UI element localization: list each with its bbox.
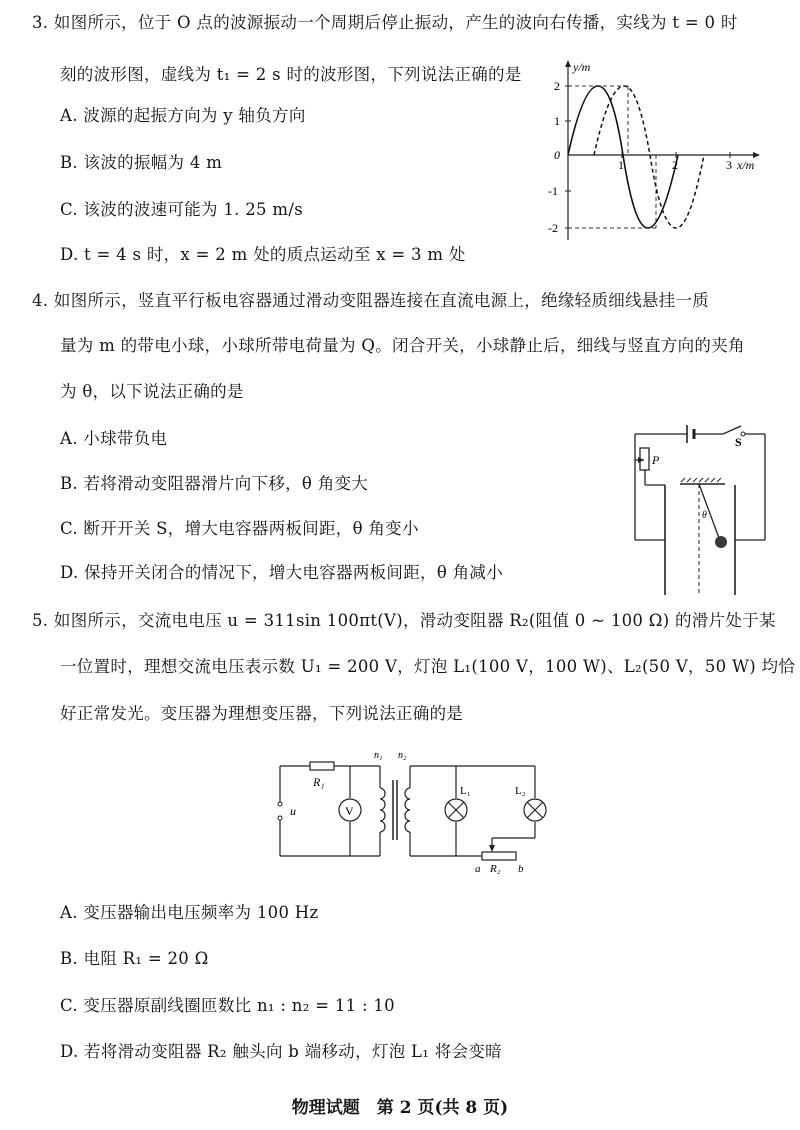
q4-option-a: A. 小球带负电 xyxy=(60,429,168,448)
primary-coil xyxy=(380,788,385,832)
hatch xyxy=(711,478,715,482)
r2-slider-arrowhead xyxy=(489,845,495,852)
q4-stem-line1: 4. 如图所示，竖直平行板电容器通过滑动变阻器连接在直流电源上，绝缘轻质细线悬挂一质 xyxy=(32,291,710,310)
l2-label: L₂ xyxy=(515,785,526,797)
switch-label: S xyxy=(735,435,742,449)
slider-label: P xyxy=(652,453,660,467)
q4-option-b: B. 若将滑动变阻器滑片向下移，θ 角变大 xyxy=(60,474,369,493)
wave-dashed-t1 xyxy=(594,86,704,228)
q3-option-b: B. 该波的振幅为 4 m xyxy=(60,153,223,172)
q3-option-c: C. 该波的波速可能为 1. 25 m/s xyxy=(60,200,303,219)
q3-stem-line2: 刻的波形图，虚线为 t₁ = 2 s 时的波形图，下列说法正确的是 xyxy=(60,65,522,84)
q4-option-d: D. 保持开关闭合的情况下，增大电容器两板间距，θ 角减小 xyxy=(60,563,504,582)
charged-ball xyxy=(715,536,727,548)
q4-option-c: C. 断开开关 S，增大电容器两板间距，θ 角变小 xyxy=(60,519,419,538)
q5-option-a: A. 变压器输出电压频率为 100 Hz xyxy=(60,903,319,922)
secondary-coil xyxy=(405,788,410,832)
slider-arrowhead xyxy=(638,457,644,463)
u-label: u xyxy=(290,804,296,818)
hatch xyxy=(681,478,685,482)
b-label: b xyxy=(518,863,524,875)
l1-label: L₁ xyxy=(460,785,471,797)
n2-label: n₂ xyxy=(398,750,407,761)
switch-blade xyxy=(723,426,741,434)
y-axis-arrow xyxy=(565,60,571,67)
y-tick-label-neg1: -1 xyxy=(548,184,558,198)
hatch xyxy=(693,478,697,482)
y-tick-label-neg2: -2 xyxy=(548,221,558,235)
origin-label: 0 xyxy=(554,148,560,162)
hatch xyxy=(687,478,691,482)
voltmeter-label: V xyxy=(345,804,354,818)
q3-wave-graph xyxy=(530,55,770,250)
q4-capacitor-diagram xyxy=(625,420,775,600)
x-tick-label-1: 1 xyxy=(618,158,624,172)
y-axis-label: y/m xyxy=(573,60,591,74)
x-tick-label-2: 2 xyxy=(672,158,678,172)
a-label: a xyxy=(475,863,481,875)
hatch xyxy=(705,478,709,482)
q5-stem-line3: 好正常发光。变压器为理想变压器，下列说法正确的是 xyxy=(60,704,464,723)
q4-stem-line2: 量为 m 的带电小球，小球所带电荷量为 Q。闭合开关，小球静止后，细线与竖直方向的夹角 xyxy=(60,336,745,355)
x-axis-label: x/m xyxy=(737,158,755,172)
r2-label: R₂ xyxy=(490,863,501,875)
q4-stem-line3: 为 θ，以下说法正确的是 xyxy=(60,382,244,401)
hatch xyxy=(699,478,703,482)
n1-label: n₁ xyxy=(374,750,383,761)
source-terminal-top xyxy=(278,802,282,806)
page-footer: 物理试题 第 2 页(共 8 页) xyxy=(291,1098,509,1118)
q5-stem-line1: 5. 如图所示，交流电电压 u = 311sin 100πt(V)，滑动变阻器 R₂(阻值 0 ~ 100 Ω) 的滑片处于某 xyxy=(32,611,776,630)
angle-label: θ xyxy=(702,510,707,521)
q5-stem-line2: 一位置时，理想交流电压表示数 U₁ = 200 V，灯泡 L₁(100 V，100 W)、L₂(50 V，50 W) 均恰 xyxy=(60,657,796,676)
q3-stem-line1: 3. 如图所示，位于 O 点的波源振动一个周期后停止振动，产生的波向右传播，实线为 t = 0 时 xyxy=(32,13,738,32)
q3-option-a: A. 波源的起振方向为 y 轴负方向 xyxy=(60,106,306,125)
hatch xyxy=(717,478,721,482)
y-tick-label-2: 2 xyxy=(554,79,560,93)
rheostat-r2 xyxy=(482,852,516,860)
q3-option-d: D. t = 4 s 时，x = 2 m 处的质点运动至 x = 3 m 处 xyxy=(60,245,466,264)
q5-option-d: D. 若将滑动变阻器 R₂ 触头向 b 端移动，灯泡 L₁ 将会变暗 xyxy=(60,1042,502,1061)
y-tick-label-1: 1 xyxy=(554,114,560,128)
x-tick-label-3: 3 xyxy=(726,158,732,172)
q5-option-b: B. 电阻 R₁ = 20 Ω xyxy=(60,949,209,968)
q5-option-c: C. 变压器原副线圈匝数比 n₁ : n₂ = 11 : 10 xyxy=(60,996,395,1015)
r1-label: R₁ xyxy=(313,775,325,789)
source-terminal-bottom xyxy=(278,816,282,820)
resistor-r1 xyxy=(310,762,334,770)
q5-transformer-circuit xyxy=(270,740,560,875)
